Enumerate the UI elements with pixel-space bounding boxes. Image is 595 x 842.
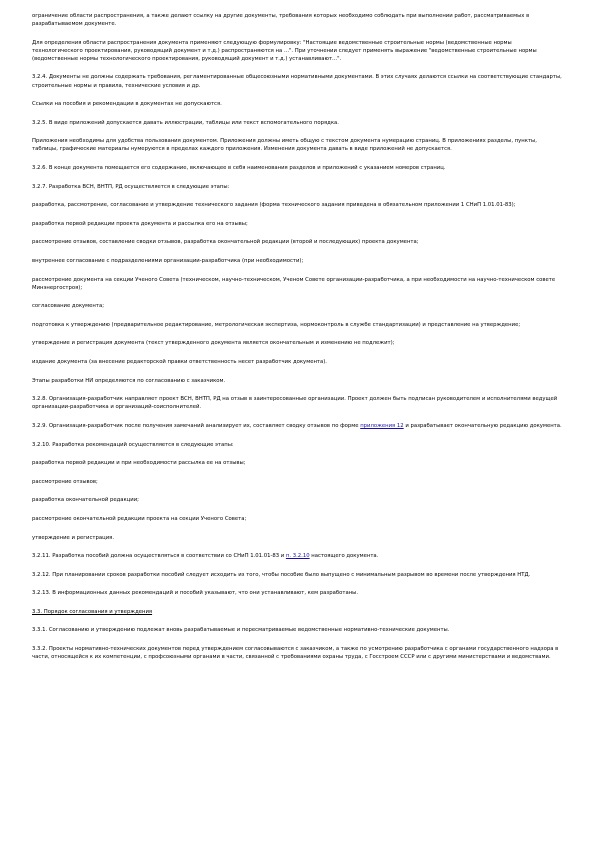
paragraph: 3.2.5. В виде приложений допускается давать иллюстрации, таблицы или текст вспомогательного порядка. (32, 119, 339, 126)
paragraph-text: настоящего документа. (309, 553, 379, 560)
paragraph: рассмотрение окончательной редакции проекта на секции Ученого Совета; (32, 515, 247, 522)
paragraph: разработка первой редакции и при необходимости рассылка ее на отзывы; (32, 460, 246, 467)
paragraph: 3.2.13. В информационных данных рекомендаций и пособий указывают, что они устанавливают, кем разработаны. (32, 590, 359, 597)
paragraph: 3.2.12. При планировании сроков разработки пособий следует исходить из того, чтобы пособие было выпущено с минимальным разрывом во времени после утверждения НТД. (32, 571, 531, 578)
paragraph: согласование документа; (32, 303, 105, 310)
paragraph: 3.2.6. В конце документа помещается его содержание, включающее в себя наименования разделов и приложений с указанием номеров страниц. (32, 165, 446, 172)
paragraph: 3.3.1. Согласованию и утверждению подлежат вновь разрабатываемые и пересматриваемые ведомственные нормативно-технические документы. (32, 627, 450, 634)
paragraph: подготовка к утверждению (предварительное редактирование, метрологическая экспертиза, нормоконтроль в службе стандартизации) и представление на утверждение; (32, 321, 521, 328)
paragraph-text: 3.2.9. Организация-разработчик после получения замечаний анализирует их, составляет сводку отзывов по форме (32, 422, 361, 429)
paragraph: утверждение и регистрация документа (текст утвержденного документа является окончательным и изменению не подлежит); (32, 340, 395, 347)
paragraph: 3.2.7. Разработка ВСН, ВНТП, РД осуществляется в следующие этапы: (32, 183, 230, 190)
paragraph: ограничение области распространения, а также делают ссылку на другие документы, требования которых необходимо соблюдать при выполнении работ, рассматриваемых в разрабатываемом документе. (32, 13, 530, 28)
paragraph: Для определения области распространения документа применяют следующую формулировку: "Настоящие ведомственные строительные нормы (ведомственные нормы технологического проектирования, руководящий документ и т.д.) распространяются на ...". При уточнении следует применять выражение "ведомственные строительные нормы (ведомственные нормы технологического проектирования, руководящий документ и т.д.) устанавливают...". (32, 39, 537, 62)
paragraph: 3.2.8. Организация-разработчик направляет проект ВСН, ВНТП, РД на отзыв в заинтересованные организации. Проект должен быть подписан руководителем и исполнителями ведущей организации-разработчика и организаций-соисполнителей. (32, 396, 558, 411)
paragraph: 3.2.4. Документы не должны содержать требования, регламентированные общесоюзными нормативными документами. В этих случаях делаются ссылки на соответствующие стандарты, строительные нормы и правила, технические условия и др. (32, 74, 562, 89)
paragraph: Ссылки на пособия и рекомендации в документах не допускаются. (32, 101, 222, 108)
paragraph: Приложения необходимы для удобства пользования документом. Приложения должны иметь общую с текстом документа нумерацию страниц. В приложениях разделы, пункты, таблицы, графические материалы нумеруются в пределах каждого приложения. Изменения документа давать в виде приложений не допускается. (32, 138, 537, 153)
paragraph: разработка окончательной редакции; (32, 497, 139, 504)
paragraph: рассмотрение отзывов; (32, 478, 98, 485)
paragraph: внутреннее согласование с подразделениями организации-разработчика (при необходимости); (32, 258, 304, 264)
paragraph: 3.3.2. Проекты нормативно-технических документов перед утверждением согласовываются с заказчиком, а также по усмотрению разработчика с органами государственного надзора в части, относящейся к их компетенции, с профсоюзными органами в части, связанной с требованиями охраны труда, с Госстроем СССР или с другими министерствами и ведомствами. (32, 646, 559, 661)
appendix-12-link[interactable]: приложения 12 (360, 422, 404, 429)
paragraph (32, 552, 563, 560)
paragraph (32, 422, 563, 430)
paragraph-text: 3.2.11. Разработка пособий должна осуществляться в соответствии со СНиП 1.01.01-83 и (32, 553, 286, 560)
paragraph: 3.2.10. Разработка рекомендаций осуществляется в следующие этапы: (32, 441, 234, 448)
section-heading: 3.3. Порядок согласования и утверждения (32, 608, 153, 615)
paragraph: Этапы разработки НИ определяются по согласованию с заказчиком. (32, 377, 226, 384)
paragraph-text: и разрабатывает окончательную редакцию документа. (403, 422, 562, 429)
paragraph: разработка, рассмотрение, согласование и утверждение технического задания (форма технического задания приведена в обязательном приложении 1 СНиП 1.01.01-83); (32, 202, 516, 209)
paragraph: рассмотрение отзывов, составление сводки отзывов, разработка окончательной редакции (второй и последующих) проекта документа; (32, 239, 419, 246)
paragraph: рассмотрение документа на секции Ученого Совета (техническом, научно-техническом, Ученом Совете организации-разработчика, а при необходимости на научно-техническом совете Минэнергостроя); (32, 276, 556, 291)
paragraph: утверждение и регистрация. (32, 534, 115, 541)
clause-3-2-10-link[interactable]: п. 3.2.10 (285, 553, 310, 560)
paragraph: разработка первой редакции проекта документа и рассылка его на отзывы; (32, 220, 248, 227)
paragraph: издание документа (за внесение редакторской правки ответственность несет разработчик документа). (32, 359, 327, 366)
